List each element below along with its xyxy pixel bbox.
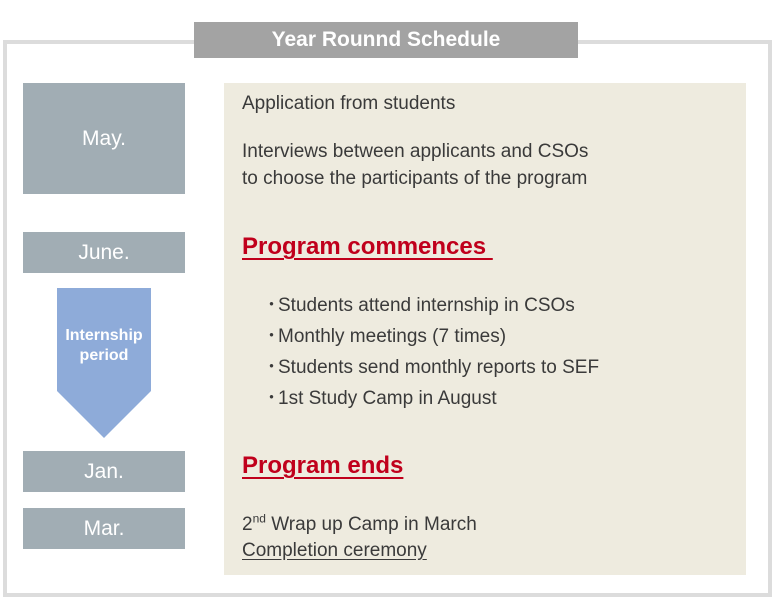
list-item <box>262 352 599 383</box>
program-ends-heading: Program ends <box>242 452 404 479</box>
month-mar: Mar. <box>23 508 185 549</box>
wrap-up-camp-text <box>242 512 477 538</box>
internship-label-line1: Internship <box>65 327 143 344</box>
application-text: Application from students <box>242 93 456 114</box>
bullet-text: Students attend internship in CSOs <box>278 295 575 316</box>
month-june: June. <box>23 232 185 273</box>
bullet-dot: ・ <box>262 326 282 347</box>
schedule-title: Year Rounnd Schedule <box>194 22 578 58</box>
program-commences-heading: Program commences <box>242 233 493 260</box>
bullet-text: Monthly meetings (7 times) <box>278 326 507 347</box>
internship-period-label <box>57 326 151 366</box>
month-may: May. <box>23 83 185 194</box>
completion-ceremony-text: Completion ceremony <box>242 540 427 561</box>
bullet-dot: ・ <box>262 357 282 378</box>
interviews-text-line2: to choose the participants of the program <box>242 168 588 189</box>
bullet-dot: ・ <box>262 295 282 316</box>
list-item <box>262 290 599 321</box>
wrap-ordinal-suffix: nd <box>252 511 266 526</box>
wrap-prefix: 2 <box>242 514 253 535</box>
commences-bullet-list <box>262 290 599 414</box>
bullet-text: Students send monthly reports to SEF <box>278 357 600 378</box>
internship-label-line2: period <box>79 347 129 364</box>
interviews-text-line1: Interviews between applicants and CSOs <box>242 141 589 162</box>
bullet-dot: ・ <box>262 388 282 409</box>
month-jan: Jan. <box>23 451 185 492</box>
list-item <box>262 321 599 352</box>
wrap-rest: Wrap up Camp in March <box>265 514 477 535</box>
list-item <box>262 383 599 414</box>
bullet-text: 1st Study Camp in August <box>278 388 497 409</box>
